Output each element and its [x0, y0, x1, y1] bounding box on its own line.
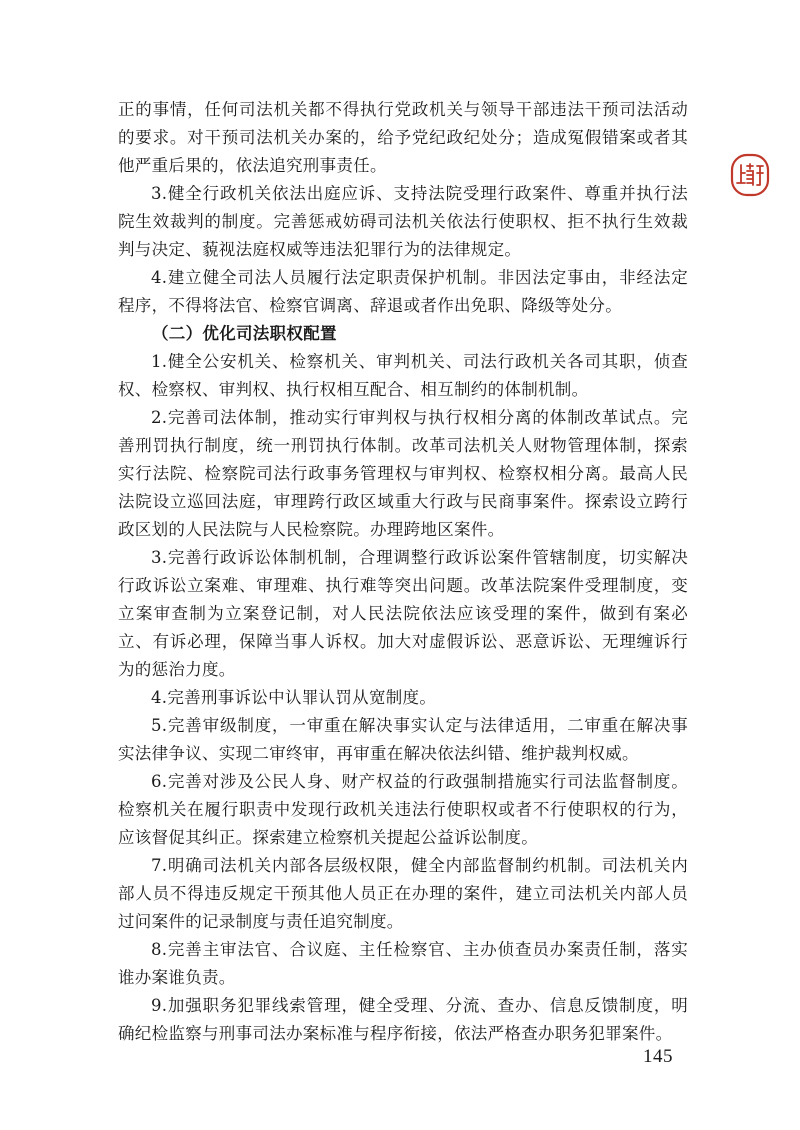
body-text — [118, 96, 688, 1048]
section-item-7: 7.明确司法机关内部各层级权限，健全内部监督制约机制。司法机关内部人员不得违反规定干预其他人员正在办理的案件，建立司法机关内部人员过问案件的记录制度与责任追究制度。 — [118, 856, 688, 931]
section-item-1: 1.健全公安机关、检察机关、审判机关、司法行政机关各司其职，侦查权、检察权、审判权、执行权相互配合、相互制约的体制机制。 — [118, 352, 688, 399]
section-item-4: 4.完善刑事诉讼中认罪认罚从宽制度。 — [151, 688, 437, 707]
section-item-2: 2.完善司法体制，推动实行审判权与执行权相分离的体制改革试点。完善刑罚执行制度，统一刑罚执行体制。改革司法机关人财物管理体制，探索实行法院、检察院司法行政事务管理权与审判权、检察权相分离。最高人民法院设立巡回法庭，审理跨行政区域重大行政与民商事案件。探索设立跨行政区划的人民法院与人民检察院。办理跨地区案件。 — [118, 408, 688, 539]
red-seal-icon — [730, 153, 770, 197]
section-item-5: 5.完善审级制度，一审重在解决事实认定与法律适用，二审重在解决事实法律争议、实现二审终审，再审重在解决依法纠错、维护裁判权威。 — [118, 716, 688, 763]
page-number: 145 — [643, 1046, 673, 1067]
paragraph-continuation: 正的事情，任何司法机关都不得执行党政机关与领导干部违法干预司法活动的要求。对干预司法机关办案的，给予党纪政纪处分；造成冤假错案或者其他严重后果的，依法追究刑事责任。 — [118, 100, 688, 175]
paragraph-item-4: 4.建立健全司法人员履行法定职责保护机制。非因法定事由，非经法定程序，不得将法官、检察官调离、辞退或者作出免职、降级等处分。 — [118, 268, 688, 315]
section-item-6: 6.完善对涉及公民人身、财产权益的行政强制措施实行司法监督制度。检察机关在履行职责中发现行政机关违法行使职权或者不行使职权的行为，应该督促其纠正。探索建立检察机关提起公益诉讼制度。 — [118, 772, 688, 847]
paragraph-item-3: 3.健全行政机关依法出庭应诉、支持法院受理行政案件、尊重并执行法院生效裁判的制度。完善惩戒妨碍司法机关依法行使职权、拒不执行生效裁判与决定、藐视法庭权威等违法犯罪行为的法律规定。 — [118, 184, 688, 259]
section-item-3: 3.完善行政诉讼体制机制，合理调整行政诉讼案件管辖制度，切实解决行政诉讼立案难、审理难、执行难等突出问题。改革法院案件受理制度，变立案审查制为立案登记制，对人民法院依法应该受理的案件，做到有案必立、有诉必理，保障当事人诉权。加大对虚假诉讼、恶意诉讼、无理缠诉行为的惩治力度。 — [118, 548, 688, 679]
section-item-8: 8.完善主审法官、合议庭、主任检察官、主办侦查员办案责任制，落实谁办案谁负责。 — [118, 940, 688, 987]
section-item-9: 9.加强职务犯罪线索管理，健全受理、分流、查办、信息反馈制度，明确纪检监察与刑事司法办案标准与程序衔接，依法严格查办职务犯罪案件。 — [118, 996, 688, 1043]
section-heading: （二）优化司法职权配置 — [152, 324, 337, 343]
